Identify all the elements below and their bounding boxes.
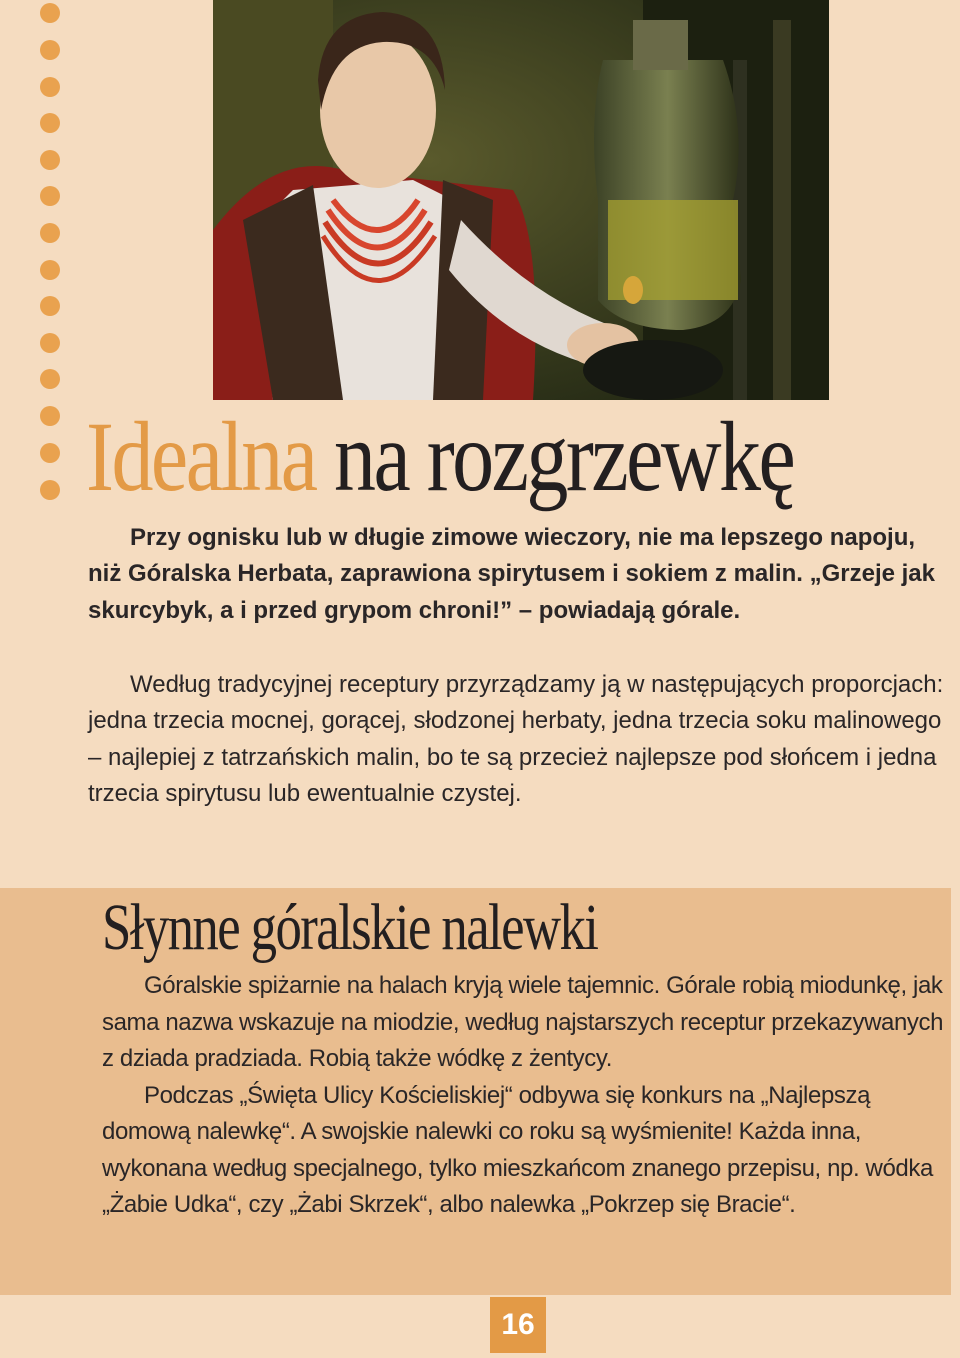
- dot-icon: [40, 369, 60, 389]
- dot-icon: [40, 186, 60, 206]
- dot-icon: [40, 406, 60, 426]
- dot-icon: [40, 150, 60, 170]
- dot-icon: [40, 40, 60, 60]
- dot-icon: [40, 3, 60, 23]
- box-paragraph-1: Góralskie spiżarnie na halach kryją wiele tajemnic. Górale robią miodunkę, jak sama nazwa wskazuje na miodzie, według najstarszych receptur przekazywanych z dziada pradziada. Robią także wódkę z żentycy.: [102, 972, 944, 1072]
- dot-icon: [40, 296, 60, 316]
- dot-icon: [40, 443, 60, 463]
- intro-text: Przy ognisku lub w długie zimowe wieczory, nie ma lepszego napoju, niż Góralska Herbata, zaprawiona spirytusem i sokiem z malin. „Grzeje jak skurcybyk, a i przed grypom chroni!” – powiadają górale.: [88, 524, 935, 624]
- dot-icon: [40, 223, 60, 243]
- photo-highlander-woman-with-tea: [213, 0, 829, 400]
- intro-paragraph: [88, 520, 950, 629]
- box-body: [102, 968, 948, 1224]
- headline-rest: na rozgrzewkę: [334, 401, 794, 512]
- box-heading: Słynne góralskie nalewki: [102, 891, 598, 964]
- article-headline: [86, 402, 817, 512]
- dot-icon: [40, 77, 60, 97]
- decorative-dot-column: [40, 0, 62, 510]
- recipe-text: Według tradycyjnej receptury przyrządzamy ją w następujących proporcjach: jedna trzecia mocnej, gorącej, słodzonej herbaty, jedna trzecia soku malinowego – najlepiej z tatrzańskich malin, bo te są przecież najlepsze pod słońcem i jedna trzecia spirytusu lub ewentualnie czystej.: [88, 671, 944, 808]
- headline-highlight: Idealna: [86, 401, 316, 512]
- page-number: 16: [490, 1297, 546, 1353]
- dot-icon: [40, 113, 60, 133]
- recipe-paragraph: [88, 667, 950, 813]
- dot-icon: [40, 333, 60, 353]
- box-paragraph-2: Podczas „Święta Ulicy Kościeliskiej“ odbywa się konkurs na „Najlepszą domową nalewkę“. A swojskie nalewki co roku są wyśmienite! Każda inna, wykonana według specjalnego, tylko mieszkańcom znanego przepisu, np. wódka „Żabie Udka“, czy „Żabi Skrzek“, albo nalewka „Pokrzep się Bracie“.: [102, 1081, 933, 1218]
- dot-icon: [40, 260, 60, 280]
- dot-icon: [40, 480, 60, 500]
